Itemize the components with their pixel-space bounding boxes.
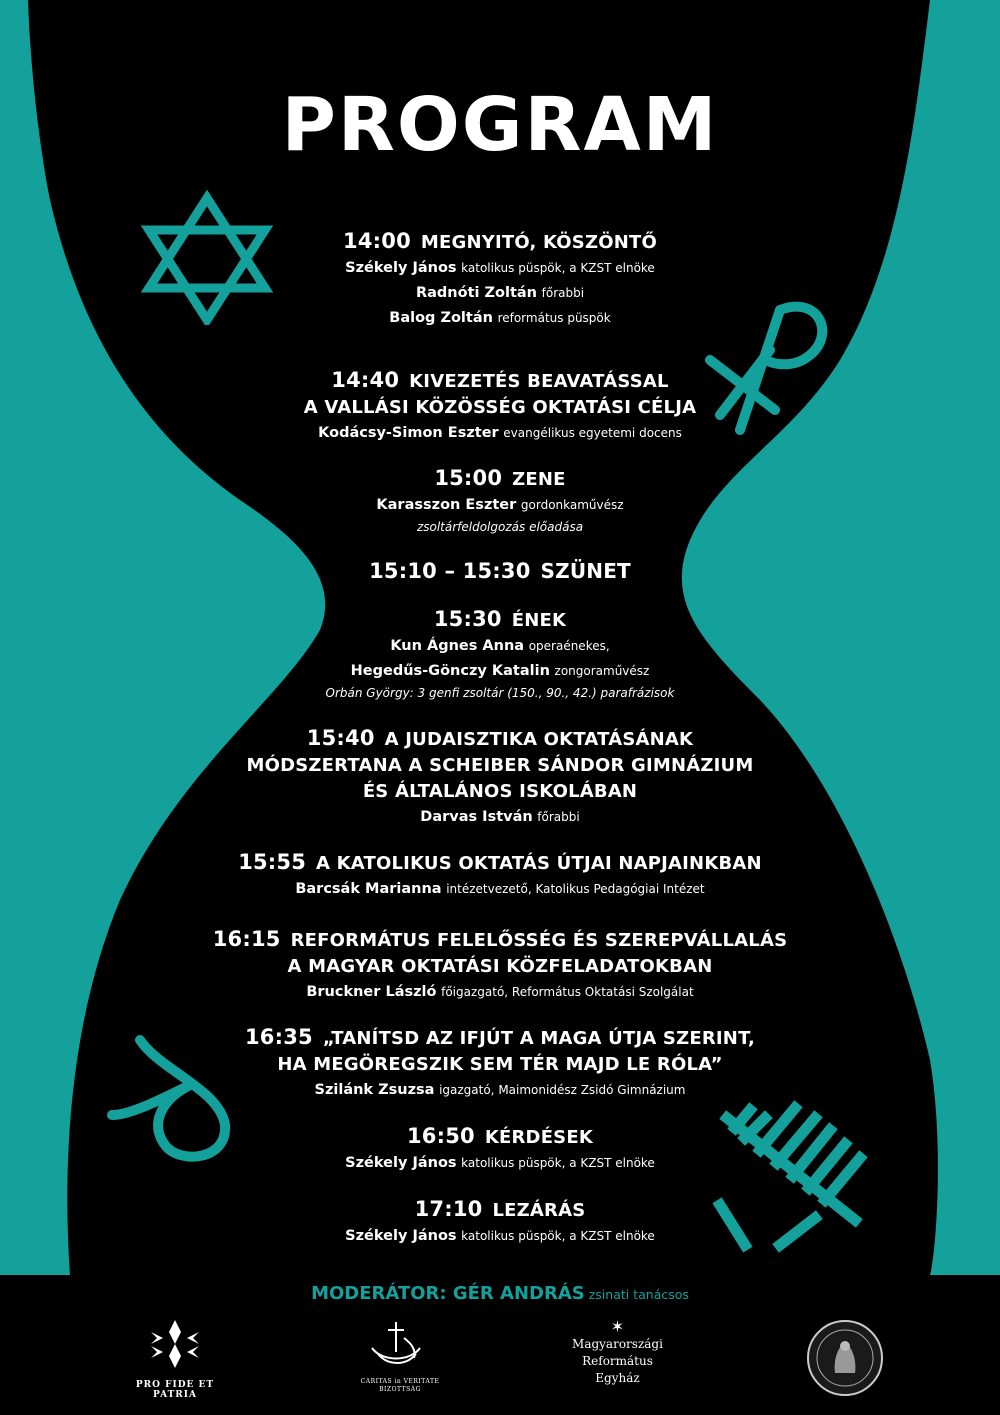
speaker-role: zongoraművész <box>554 664 650 678</box>
reformatus-line-1: Magyarországi <box>572 1337 663 1351</box>
speaker-name: Kodácsy-Simon Eszter <box>318 425 499 441</box>
pro-fide-emblem-icon <box>145 1318 205 1370</box>
speaker-role: katolikus püspök, a KZST elnöke <box>461 261 655 275</box>
item-title: LEZÁRÁS <box>492 1200 586 1221</box>
speaker-role: igazgató, Maimonidész Zsidó Gimnázium <box>439 1083 686 1097</box>
moderator-name: MODERÁTOR: GÉR ANDRÁS <box>311 1283 585 1304</box>
speaker-name: Székely János <box>345 1228 457 1244</box>
item-title: A KATOLIKUS OKTATÁS ÚTJAI NAPJAINKBAN <box>316 853 762 874</box>
program-item <box>150 1123 850 1176</box>
item-title: ÉNEK <box>511 610 567 631</box>
program-item <box>150 926 850 1005</box>
speaker-name: Barcsák Marianna <box>295 881 442 897</box>
item-title: KIVEZETÉS BEAVATÁSSAL <box>409 371 669 392</box>
item-title: KÉRDÉSEK <box>484 1127 593 1148</box>
item-title: A MAGYAR OKTATÁSI KÖZFELADATOKBAN <box>287 956 713 977</box>
program-item <box>150 465 850 536</box>
item-time: 15:10 – 15:30 <box>369 559 531 583</box>
program-item <box>150 228 850 331</box>
item-time: 15:00 <box>434 466 503 490</box>
caritas-emblem-icon <box>360 1318 440 1374</box>
program-item <box>150 1196 850 1249</box>
item-title: MEGNYITÓ, KÖSZÖNTŐ <box>420 232 657 253</box>
page-title: PROGRAM <box>281 82 719 168</box>
program-item <box>150 558 850 586</box>
speaker-name: Karasszon Eszter <box>376 497 517 513</box>
item-title: A VALLÁSI KÖZÖSSÉG OKTATÁSI CÉLJA <box>303 397 697 418</box>
item-title: REFORMÁTUS FELELŐSSÉG ÉS SZEREPVÁLLALÁS <box>290 930 788 951</box>
pro-fide-label: PRO FIDE ET PATRIA <box>135 1380 215 1400</box>
item-time: 15:30 <box>433 607 502 631</box>
reformatus-line-3: Egyház <box>595 1371 640 1385</box>
speaker-role: gordonkaművész <box>520 498 624 512</box>
reformatus-line-2: Református <box>582 1354 653 1368</box>
program-item <box>150 725 850 830</box>
item-time: 16:15 <box>212 927 281 951</box>
item-title: ÉS ÁLTALÁNOS ISKOLÁBAN <box>362 781 638 802</box>
speaker-role: református püspök <box>497 311 611 325</box>
seal-logo <box>805 1318 885 1398</box>
speaker-name: Darvas István <box>420 809 533 825</box>
item-note: zsoltárfeldolgozás előadása <box>416 520 584 534</box>
speaker-name: Bruckner László <box>306 984 437 1000</box>
item-title: HA MEGÖREGSZIK SEM TÉR MAJD LE RÓLA” <box>277 1054 723 1075</box>
program-item <box>150 1024 850 1103</box>
item-title: ZENE <box>512 469 566 490</box>
item-time: 14:00 <box>343 229 411 253</box>
speaker-name: Radnóti Zoltán <box>415 285 538 301</box>
reformatus-logo <box>560 1318 675 1387</box>
speaker-role: evangélikus egyetemi docens <box>503 426 682 440</box>
caritas-label: CARITAS in VERITATE BIZOTTSÁG <box>360 1378 440 1393</box>
speaker-role: katolikus püspök, a KZST elnöke <box>461 1229 655 1243</box>
item-time: 16:50 <box>406 1124 475 1148</box>
item-title: SZÜNET <box>540 559 631 583</box>
program-item <box>150 367 850 446</box>
item-time: 17:10 <box>414 1197 483 1221</box>
speaker-name: Kun Ágnes Anna <box>390 638 525 654</box>
item-title: MÓDSZERTANA A SCHEIBER SÁNDOR GIMNÁZIUM <box>246 755 754 776</box>
speaker-role: főigazgató, Református Oktatási Szolgálat <box>441 985 694 999</box>
caritas-logo <box>355 1318 445 1394</box>
moderator-role: zsinati tanácsos <box>588 1287 689 1302</box>
speaker-name: Szilánk Zsuzsa <box>314 1082 435 1098</box>
pro-fide-logo <box>115 1318 235 1400</box>
item-time: 14:40 <box>331 368 400 392</box>
speaker-name: Hegedűs-Gönczy Katalin <box>350 663 550 679</box>
item-title: A JUDAISZTIKA OKTATÁSÁNAK <box>384 729 694 750</box>
star-icon: ✶ <box>610 1317 625 1336</box>
item-time: 15:40 <box>306 726 375 750</box>
speaker-role: katolikus püspök, a KZST elnöke <box>461 1156 655 1170</box>
speaker-name: Székely János <box>345 260 457 276</box>
speaker-role: főrabbi <box>541 286 585 300</box>
program-item <box>150 606 850 702</box>
item-title: „TANÍTSD AZ IFJÚT A MAGA ÚTJA SZERINT, <box>322 1028 756 1049</box>
speaker-name: Székely János <box>345 1155 457 1171</box>
moderator-line <box>0 1283 1000 1304</box>
item-time: 15:55 <box>238 850 307 874</box>
speaker-name: Balog Zoltán <box>389 310 493 326</box>
item-time: 16:35 <box>244 1025 313 1049</box>
speaker-role: operaénekes, <box>528 639 610 653</box>
speaker-role: főrabbi <box>537 810 580 824</box>
speaker-role: intézetvezető, Katolikus Pedagógiai Intézet <box>446 882 705 896</box>
program-item <box>150 849 850 902</box>
item-note: Orbán György: 3 genfi zsoltár (150., 90., 42.) parafrázisok <box>325 686 675 700</box>
